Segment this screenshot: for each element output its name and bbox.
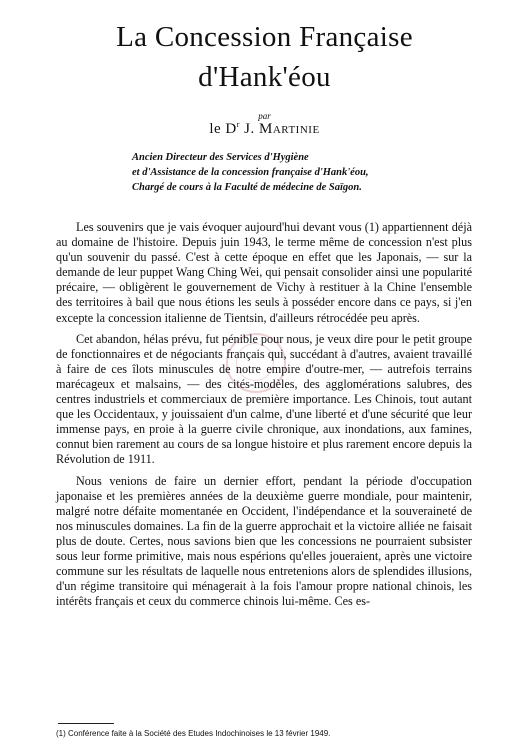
by-label: par: [258, 111, 271, 121]
author-name: J. Martinie: [244, 121, 320, 137]
affiliation-line-2: et d'Assistance de la concession française d'Hank'éou,: [132, 167, 369, 178]
affiliation-line-1: Ancien Directeur des Services d'Hygiène: [132, 152, 309, 163]
footnote-separator: [58, 723, 114, 724]
author-affiliation: [132, 150, 512, 195]
paragraph-3: Nous venions de faire un dernier effort, pendant la période d'occupation japonaise et les premières années de la deuxième guerre mondiale, pour maintenir, malgré notre défaite momentanée en Occident, l'indépendance et la souveraineté de nos minuscules domaines. La fin de la guerre approchait et la victoire alliée ne faisait plus de doute. Certes, nous savions bien que les concessions ne pourraient subsister sous leur forme primitive, mais nous espérions qu'elles joueraient, après une victoire commune sur les résultats de laquelle nous entretenions alors de splendides illusions, d'un régime transitoire qui ménagerait à la fois l'amour propre national chinois, les intérêts français et ceux du commerce chinois lui-même. Ces es-: [56, 473, 472, 609]
footnote: (1) Conférence faite à la Société des Etudes Indochinoises le 13 février 1949.: [56, 729, 331, 738]
affiliation-line-3: Chargé de cours à la Faculté de médecine de Saïgon.: [132, 182, 362, 193]
body-text: [56, 220, 472, 615]
title-line-1: La Concession Française: [116, 21, 413, 53]
title-line-2: d'Hank'éou: [198, 61, 331, 93]
paragraph-1: Les souvenirs que je vais évoquer aujourd'hui devant vous (1) appartiennent déjà au domaine de l'histoire. Depuis juin 1943, le terme même de concession n'est plus qu'un souvenir du passé. C'est à cette époque en effet que les Japonais, — sur la demande de leur puppet Wang Ching Wei, qui pensait consolider ainsi une popularité précaire, — obligèrent le gouvernement de Vichy à restituer à la Chine l'ensemble des territoires à bail que nous étions les seuls à posséder encore dans ce pays, si j'en excepte la concession italienne de Tientsin, d'ailleurs rétrocédée peu après.: [56, 220, 472, 325]
author-prefix: le D: [209, 121, 237, 137]
author-title-sup: r: [236, 120, 240, 129]
paragraph-2: Cet abandon, hélas prévu, fut pénible pour nous, je veux dire pour le petit groupe de fonctionnaires et de négociants français qui, succédant à d'autres, avaient travaillé à faire de ces îlots minuscules de notre empire d'outre-mer, — autrefois terrains marécageux et malsains, — des cités-modèles, des agglomérations salubres, des centres industriels et commerciaux de première importance. Les Chinois, tout autant que les Occidentaux, y jouissaient d'un calme, d'une liberté et d'une sécurité que leur immense pays, en proie à la guerre civile chronique, aux inondations, aux famines, connut bien rarement au cours de sa longue histoire et plus rarement encore depuis la Révolution de 1911.: [56, 331, 472, 467]
author-line: [0, 121, 529, 138]
